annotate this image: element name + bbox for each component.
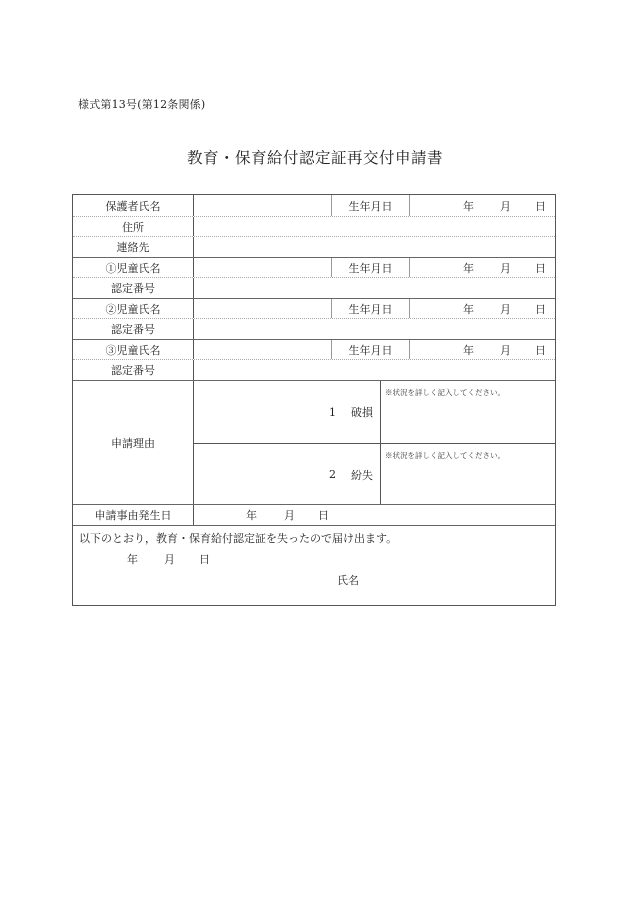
address-label: 住所 — [73, 217, 194, 236]
child-2-name-row — [73, 298, 555, 318]
child-1-dob-field[interactable] — [410, 258, 555, 277]
child-3-name-row — [73, 339, 555, 359]
child-2-dob-field[interactable] — [410, 299, 555, 318]
child-3-cert-field[interactable] — [194, 360, 555, 380]
reason-loss-note: ※状況を詳しく記入してください。 — [385, 451, 505, 460]
child-1-dob-label: 生年月日 — [332, 258, 410, 277]
child-1-cert-field[interactable] — [194, 278, 555, 298]
contact-label: 連絡先 — [73, 237, 194, 257]
application-form-table — [72, 194, 556, 606]
address-field[interactable] — [194, 217, 555, 236]
document-title: 教育・保育給付認定証再交付申請書 — [186, 149, 443, 167]
reason-loss-label: 紛失 — [351, 468, 373, 482]
contact-field[interactable] — [194, 237, 555, 257]
child-1-cert-row — [73, 277, 555, 298]
guardian-name-row — [73, 195, 555, 216]
day-unit: 日 — [535, 343, 546, 357]
occurrence-date-row — [73, 504, 555, 525]
child-3-dob-field[interactable] — [410, 340, 555, 359]
declaration-text: 以下のとおり，教育・保育給付認定証を失ったので届け出ます。 — [79, 532, 398, 545]
child-2-cert-field[interactable] — [194, 319, 555, 339]
guardian-name-label: 保護者氏名 — [73, 195, 194, 216]
signature-name-field[interactable] — [363, 570, 543, 588]
child-2-cert-label: 認定番号 — [73, 319, 194, 339]
reason-loss-details-field[interactable] — [260, 444, 555, 505]
child-3-name-label: ③児童氏名 — [73, 340, 194, 359]
guardian-name-field[interactable] — [194, 195, 332, 216]
day-unit: 日 — [535, 261, 546, 275]
month-unit: 月 — [500, 199, 511, 213]
guardian-dob-field[interactable] — [410, 195, 555, 216]
reason-block — [73, 380, 555, 504]
child-2-cert-row — [73, 318, 555, 339]
month-unit: 月 — [164, 553, 175, 566]
guardian-dob-label: 生年月日 — [332, 195, 410, 216]
child-3-dob-label: 生年月日 — [332, 340, 410, 359]
day-unit: 日 — [535, 302, 546, 316]
reason-loss-row — [194, 443, 555, 505]
reason-damage-details-field[interactable] — [260, 381, 555, 443]
reason-damage-label: 破損 — [351, 406, 373, 419]
occurrence-date-field[interactable] — [194, 505, 555, 525]
year-unit: 年 — [463, 343, 474, 357]
child-3-cert-label: 認定番号 — [73, 360, 194, 380]
child-2-name-field[interactable] — [194, 299, 332, 318]
form-number: 様式第13号(第12条関係) — [78, 98, 206, 111]
child-1-name-field[interactable] — [194, 258, 332, 277]
month-unit: 月 — [500, 261, 511, 275]
year-unit: 年 — [463, 261, 474, 275]
child-3-cert-row — [73, 359, 555, 380]
signature-name-label: 氏名 — [337, 574, 359, 587]
reason-damage-row — [194, 381, 555, 443]
reason-label: 申請理由 — [73, 381, 194, 504]
year-unit: 年 — [463, 199, 474, 213]
month-unit: 月 — [500, 302, 511, 316]
declaration-block — [73, 525, 555, 605]
contact-row — [73, 236, 555, 257]
day-unit: 日 — [199, 553, 210, 566]
year-unit: 年 — [463, 302, 474, 316]
month-unit: 月 — [284, 509, 295, 522]
year-unit: 年 — [127, 553, 138, 566]
child-1-name-row — [73, 257, 555, 277]
child-1-name-label: ①児童氏名 — [73, 258, 194, 277]
child-1-cert-label: 認定番号 — [73, 278, 194, 298]
reason-damage-note: ※状況を詳しく記入してください。 — [385, 388, 505, 397]
address-row — [73, 216, 555, 236]
occurrence-date-label: 申請事由発生日 — [73, 505, 194, 525]
reason-damage-number: 1 — [329, 405, 336, 419]
child-2-name-label: ②児童氏名 — [73, 299, 194, 318]
year-unit: 年 — [246, 509, 257, 522]
day-unit: 日 — [318, 509, 329, 522]
child-3-name-field[interactable] — [194, 340, 332, 359]
reason-loss-number: 2 — [329, 468, 336, 481]
month-unit: 月 — [500, 343, 511, 357]
day-unit: 日 — [535, 199, 546, 213]
child-2-dob-label: 生年月日 — [332, 299, 410, 318]
